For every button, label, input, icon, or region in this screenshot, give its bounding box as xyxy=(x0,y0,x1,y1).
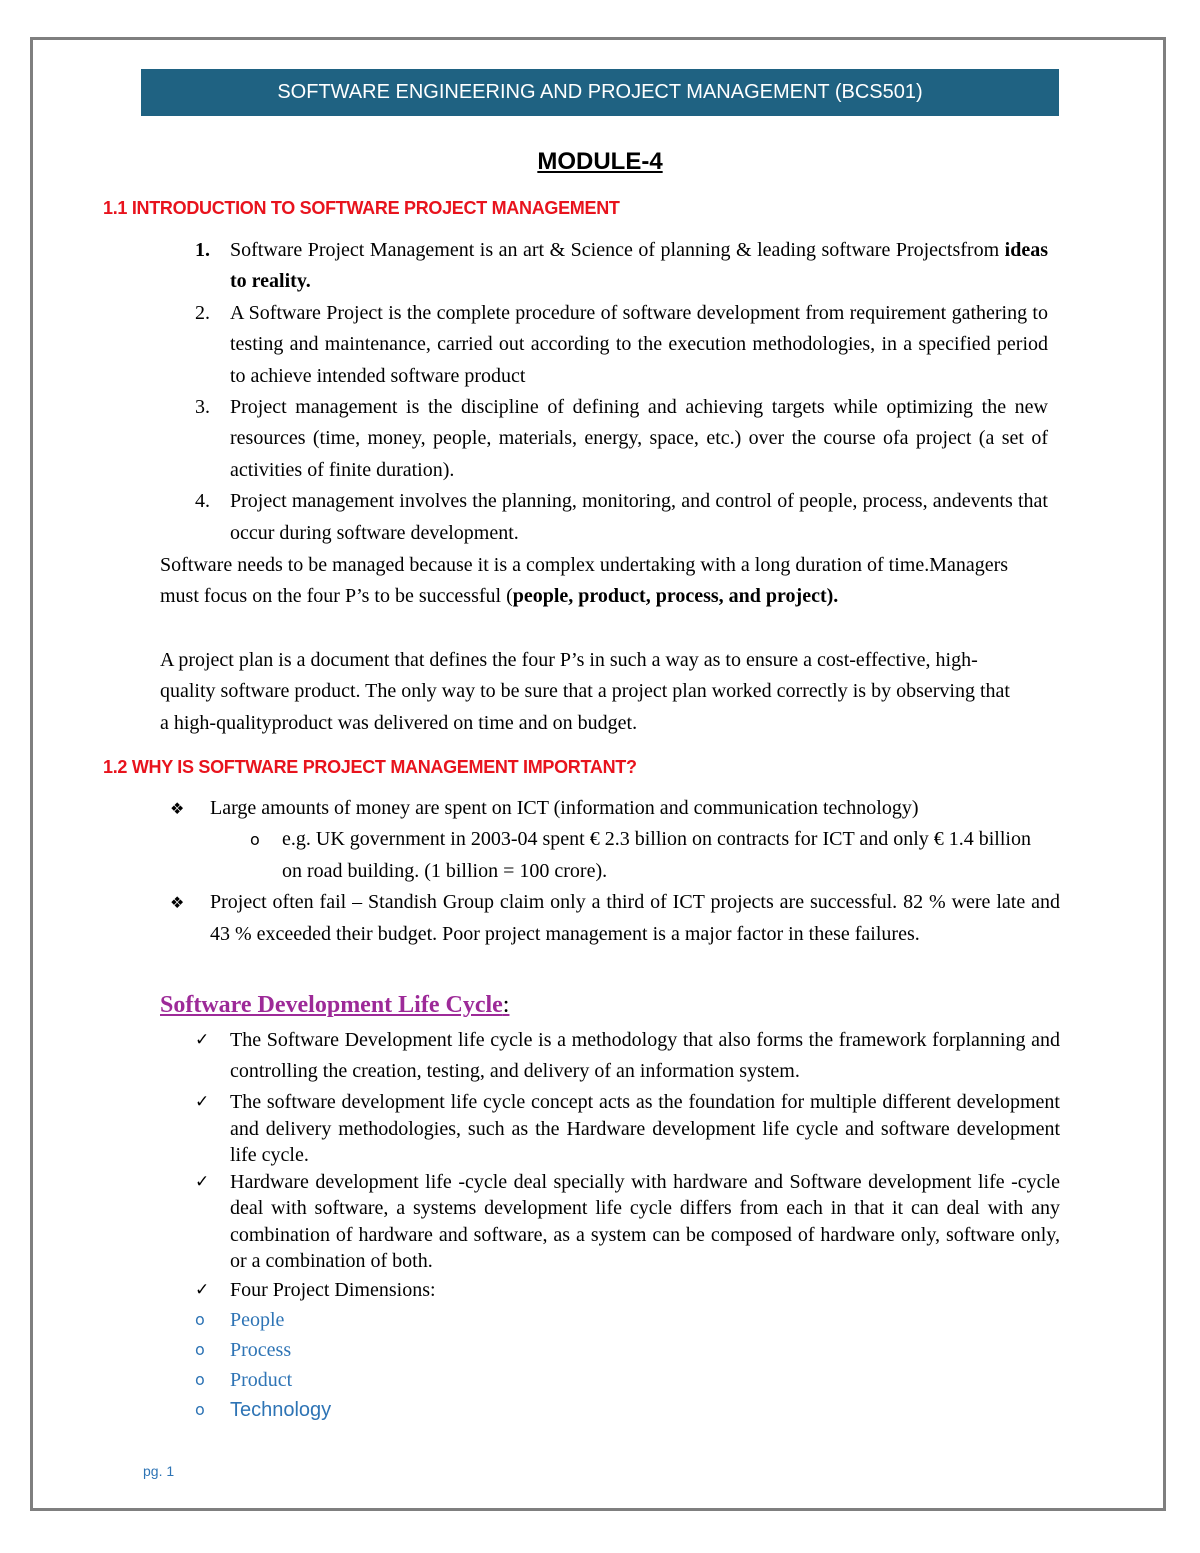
paragraph-bold-text: people, product, process, and project). xyxy=(512,585,839,608)
course-header-text: SOFTWARE ENGINEERING AND PROJECT MANAGEMENT (BCS501) xyxy=(277,81,923,103)
list-item xyxy=(195,1089,1060,1169)
page-number: pg. 1 xyxy=(143,1463,175,1479)
dimension-product: Product xyxy=(230,1369,293,1391)
item-text: Software Project Management is an art & Science of planning & leading software Projectsfrom xyxy=(230,239,1005,261)
importance-bullet-list xyxy=(170,793,1060,950)
list-item-text: A Software Project is the complete procedure of software development from requirement gathering to testing and maintenance, carried out according to the execution methodologies, in a specified period to achieve intended software product xyxy=(230,301,1048,387)
list-item-text: Four Project Dimensions: xyxy=(230,1278,436,1301)
project-plan-paragraph: A project plan is a document that defines the four P’s in such a way as to ensure a cost-effective, high-quality software product. The only way to be sure that a project plan worked correctly is by observing that a high-qualityproduct was delivered on time and on budget. xyxy=(160,649,1010,734)
sdlc-title xyxy=(160,992,509,1019)
list-item-text: e.g. UK government in 2003-04 spent € 2.3 billion on contracts for ICT and only € 1.4 billion on road building. (1 billion = 100 crore). xyxy=(282,828,1031,882)
checkmark-icon: ✓ xyxy=(195,1279,210,1300)
section-heading-intro: 1.1 INTRODUCTION TO SOFTWARE PROJECT MANAGEMENT xyxy=(103,198,620,218)
sdlc-check-list xyxy=(195,1025,1060,1305)
list-item xyxy=(195,392,1048,486)
list-number: 1. xyxy=(195,239,210,261)
list-item xyxy=(195,1335,331,1365)
paragraph-text: Software needs to be managed because it is a complex undertaking with a long duration of time.Managers must focus on the four P’s to be successful ( xyxy=(160,554,1009,608)
diamond-bullet-icon: ❖ xyxy=(170,893,185,913)
list-item-text: Large amounts of money are spent on ICT (information and communication technology) xyxy=(210,797,919,819)
intro-numbered-list xyxy=(195,235,1048,549)
list-item xyxy=(195,1365,331,1395)
circle-bullet-icon: o xyxy=(195,1340,205,1359)
project-dimensions-list xyxy=(195,1305,331,1425)
list-item-text: Hardware development life -cycle deal specially with hardware and Software development life -cycle deal with software, a systems development life cycle differs from each in that it can deal with any combination of hardware and software, as a system can be composed of hardware only, software only, or a combination of both. xyxy=(230,1170,1060,1272)
circle-bullet-icon: o xyxy=(195,1400,205,1419)
circle-bullet-icon: o xyxy=(195,1310,205,1329)
list-item xyxy=(195,298,1048,392)
list-item xyxy=(195,235,1048,298)
dimension-technology: Technology xyxy=(230,1399,332,1421)
circle-bullet-icon: o xyxy=(250,830,260,850)
list-item xyxy=(195,1305,331,1335)
list-item-text: Project often fail – Standish Group claim only a third of ICT projects are successful. 82 % were late and 43 % exceeded their budget. Poor project management is a major factor in these failures. xyxy=(210,891,1060,945)
dimension-process: Process xyxy=(230,1339,292,1361)
four-ps-paragraph xyxy=(160,550,1020,613)
section-heading-importance: 1.2 WHY IS SOFTWARE PROJECT MANAGEMENT IMPORTANT? xyxy=(103,757,637,777)
list-item xyxy=(195,486,1048,549)
checkmark-icon: ✓ xyxy=(195,1171,210,1192)
sdlc-title-text: Software Development Life Cycle xyxy=(160,992,503,1018)
list-item xyxy=(170,793,1060,824)
dimension-people: People xyxy=(230,1309,285,1331)
checkmark-icon: ✓ xyxy=(195,1030,210,1050)
circle-bullet-icon: o xyxy=(195,1370,205,1389)
item-bold-text: ideas to reality. xyxy=(230,239,1048,293)
checkmark-icon: ✓ xyxy=(195,1092,210,1112)
list-item xyxy=(195,1025,1060,1087)
module-title: MODULE-4 xyxy=(537,148,663,175)
list-item-text: The software development life cycle concept acts as the foundation for multiple different development and delivery methodologies, such as the Hardware development life cycle and software development life cycle. xyxy=(230,1091,1060,1166)
diamond-bullet-icon: ❖ xyxy=(170,799,185,818)
list-item-text xyxy=(230,235,1048,298)
list-item-text: The Software Development life cycle is a methodology that also forms the framework forplanning and controlling the creation, testing, and delivery of an information system. xyxy=(230,1029,1060,1082)
list-item xyxy=(195,1169,1060,1275)
course-header-band xyxy=(141,69,1059,116)
list-item-text: Project management is the discipline of defining and achieving targets while optimizing the new resources (time, money, people, materials, energy, space, etc.) over the course ofa project (a set of activities of finite duration). xyxy=(230,396,1048,481)
sub-list-item xyxy=(250,824,1060,887)
list-number: 3. xyxy=(195,396,210,419)
list-item-text: Project management involves the planning, monitoring, and control of people, process, andevents that occur during software development. xyxy=(230,490,1048,544)
list-number: 2. xyxy=(195,301,210,324)
list-number: 4. xyxy=(195,490,210,513)
list-item xyxy=(170,887,1060,950)
list-item xyxy=(195,1275,1060,1305)
list-item xyxy=(195,1395,331,1425)
sdlc-title-colon: : xyxy=(502,992,510,1018)
